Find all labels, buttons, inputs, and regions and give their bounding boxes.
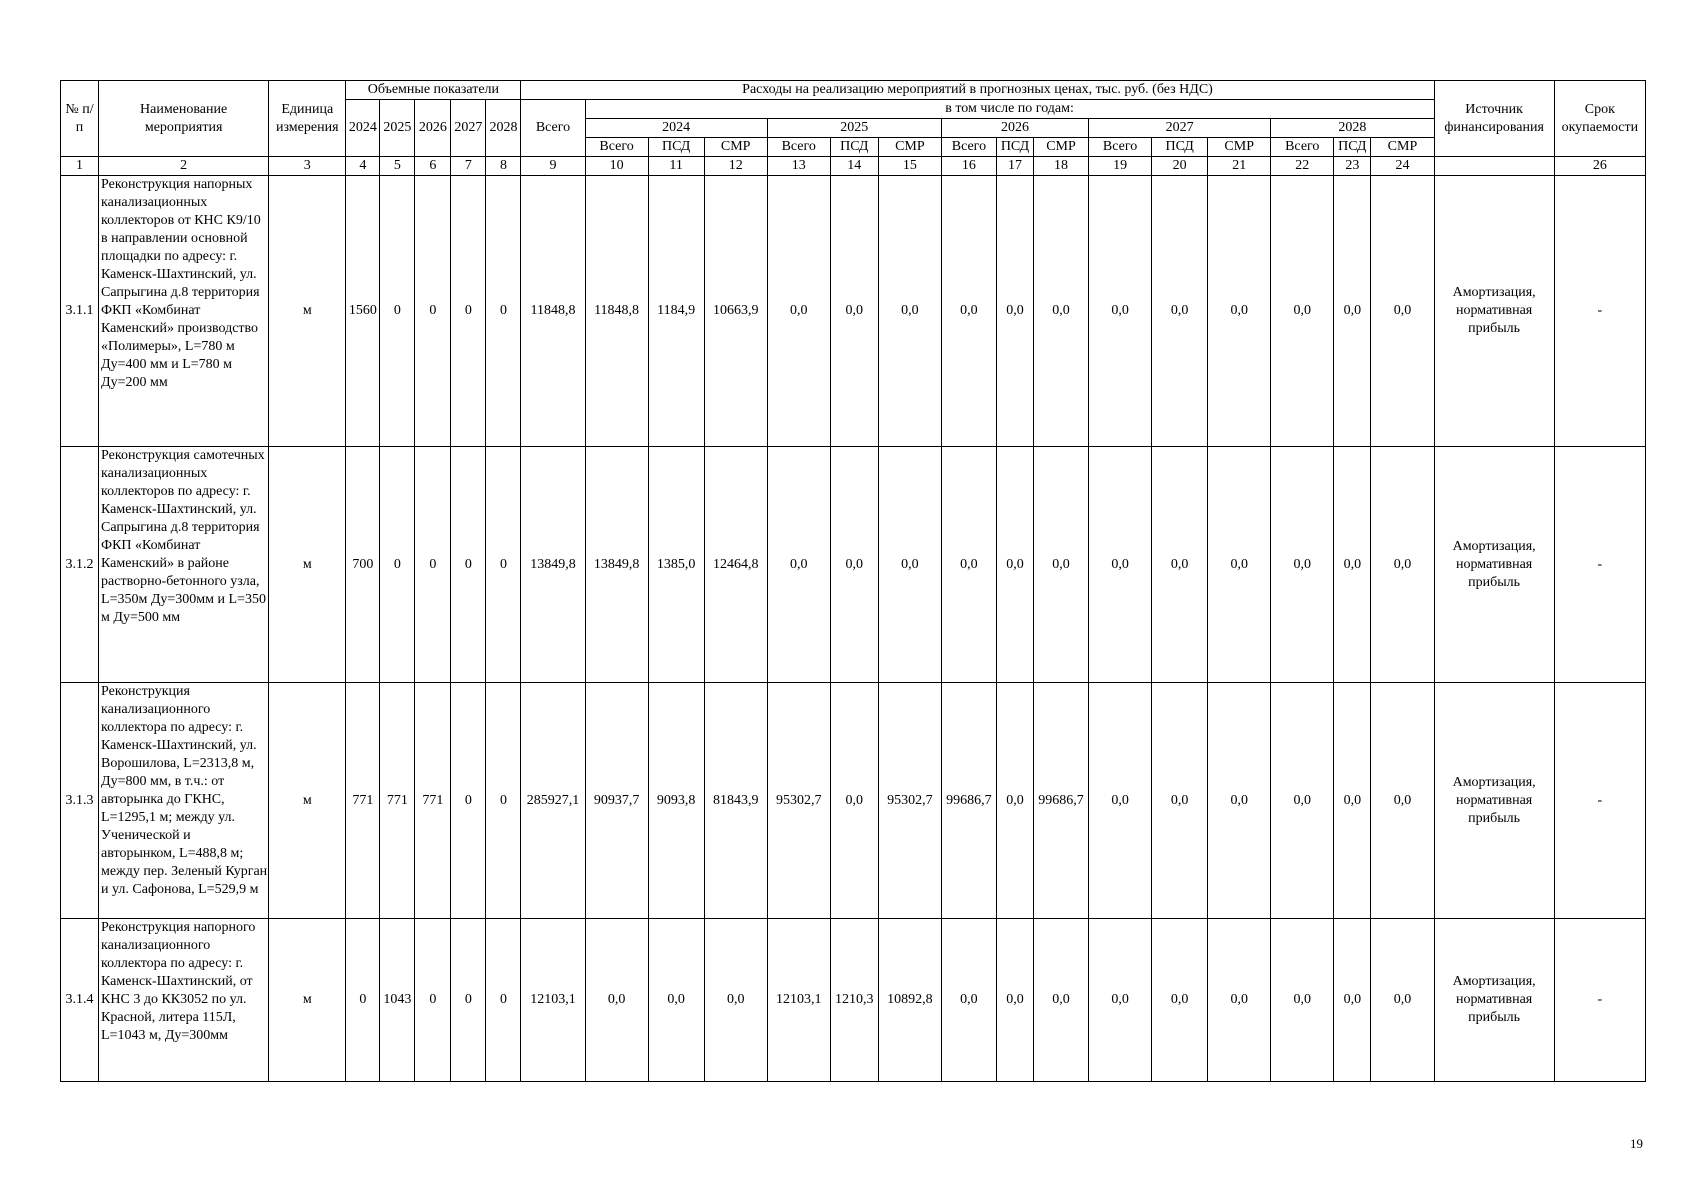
header-unit: Единица измерения <box>269 81 346 157</box>
row-cost: 12464,8 <box>704 447 767 683</box>
row-cost: 0,0 <box>941 176 996 447</box>
row-volume: 0 <box>451 176 486 447</box>
header-cost-year: 2027 <box>1089 119 1271 138</box>
header-sub-total: Всего <box>941 138 996 157</box>
row-cost: 0,0 <box>767 447 830 683</box>
col-number: 17 <box>996 157 1033 176</box>
header-volume-group: Объемные показатели <box>346 81 521 100</box>
row-cost: 99686,7 <box>941 683 996 919</box>
row-num: 3.1.4 <box>61 919 99 1082</box>
row-cost: 1184,9 <box>648 176 704 447</box>
col-number: 21 <box>1208 157 1271 176</box>
row-cost: 0,0 <box>1089 683 1152 919</box>
row-cost: 0,0 <box>1371 447 1434 683</box>
row-cost: 0,0 <box>1033 447 1088 683</box>
col-number: 7 <box>451 157 486 176</box>
investment-table <box>60 80 1646 1082</box>
row-cost: 0,0 <box>1208 447 1271 683</box>
row-cost: 13849,8 <box>585 447 648 683</box>
row-cost: 0,0 <box>1271 176 1334 447</box>
col-number: 4 <box>346 157 380 176</box>
table-row <box>61 919 1646 1082</box>
row-cost: 0,0 <box>1334 176 1371 447</box>
col-number: 12 <box>704 157 767 176</box>
row-cost: 0,0 <box>1371 919 1434 1082</box>
row-cost: 1210,3 <box>830 919 878 1082</box>
table-header <box>61 81 1646 176</box>
row-payback: - <box>1554 176 1645 447</box>
table-row <box>61 447 1646 683</box>
row-cost: 0,0 <box>1033 919 1088 1082</box>
row-cost: 0,0 <box>1334 919 1371 1082</box>
header-sub-psd: ПСД <box>830 138 878 157</box>
col-number: 10 <box>585 157 648 176</box>
row-volume: 0 <box>486 447 521 683</box>
row-unit: м <box>269 919 346 1082</box>
row-cost: 0,0 <box>941 447 996 683</box>
row-volume: 0 <box>380 176 415 447</box>
page-number: 19 <box>1630 1136 1643 1151</box>
col-number: 20 <box>1152 157 1208 176</box>
row-source: Амортизация, нормативная прибыль <box>1434 176 1554 447</box>
row-unit: м <box>269 683 346 919</box>
row-cost: 0,0 <box>1089 176 1152 447</box>
row-cost: 90937,7 <box>585 683 648 919</box>
row-cost: 0,0 <box>941 919 996 1082</box>
header-volume-year: 2025 <box>380 100 415 157</box>
row-num: 3.1.1 <box>61 176 99 447</box>
row-volume: 771 <box>380 683 415 919</box>
header-sub-smr: СМР <box>878 138 941 157</box>
col-number <box>1434 157 1554 176</box>
row-unit: м <box>269 447 346 683</box>
col-number: 11 <box>648 157 704 176</box>
col-number: 14 <box>830 157 878 176</box>
row-volume: 0 <box>380 447 415 683</box>
table-body <box>61 176 1646 1082</box>
col-number: 22 <box>1271 157 1334 176</box>
row-cost: 0,0 <box>1208 919 1271 1082</box>
row-cost: 0,0 <box>1152 176 1208 447</box>
table-row <box>61 683 1646 919</box>
header-sub-total: Всего <box>1089 138 1152 157</box>
row-source: Амортизация, нормативная прибыль <box>1434 683 1554 919</box>
col-number: 23 <box>1334 157 1371 176</box>
col-number: 13 <box>767 157 830 176</box>
row-total: 13849,8 <box>521 447 585 683</box>
col-number: 8 <box>486 157 521 176</box>
header-sub-smr: СМР <box>1208 138 1271 157</box>
header-cost-year: 2028 <box>1271 119 1434 138</box>
col-number: 1 <box>61 157 99 176</box>
header-sub-psd: ПСД <box>1152 138 1208 157</box>
col-number: 6 <box>415 157 451 176</box>
row-volume: 0 <box>486 919 521 1082</box>
row-volume: 700 <box>346 447 380 683</box>
row-cost: 0,0 <box>1208 683 1271 919</box>
row-volume: 0 <box>451 919 486 1082</box>
row-cost: 0,0 <box>996 683 1033 919</box>
row-name: Реконструкция канализационного коллектора по адресу: г. Каменск-Шахтинский, ул. Ворошилова, L=2313,8 м, Ду=800 мм, в т.ч.: от авторынка до ГКНС, L=1295,1 м; между ул. Ученической и авторынком, L=488,8 м; между пер. Зеленый Курган и ул. Сафонова, L=529,9 м <box>99 683 269 919</box>
row-name: Реконструкция напорного канализационного коллектора по адресу: г. Каменск-Шахтинский, от КНС 3 до КК3052 по ул. Красной, литера 115Л, L=1043 м, Ду=300мм <box>99 919 269 1082</box>
row-cost: 0,0 <box>1152 919 1208 1082</box>
row-cost: 0,0 <box>1033 176 1088 447</box>
header-volume-year: 2028 <box>486 100 521 157</box>
row-cost: 0,0 <box>1334 447 1371 683</box>
row-cost: 0,0 <box>830 447 878 683</box>
row-cost: 0,0 <box>1152 447 1208 683</box>
row-cost: 0,0 <box>830 683 878 919</box>
row-cost: 95302,7 <box>767 683 830 919</box>
row-cost: 11848,8 <box>585 176 648 447</box>
header-num: № п/п <box>61 81 99 157</box>
col-number: 26 <box>1554 157 1645 176</box>
row-cost: 0,0 <box>878 447 941 683</box>
row-cost: 0,0 <box>996 447 1033 683</box>
header-source: Источник финансирования <box>1434 81 1554 157</box>
row-cost: 1385,0 <box>648 447 704 683</box>
header-sub-smr: СМР <box>1033 138 1088 157</box>
row-cost: 0,0 <box>1152 683 1208 919</box>
row-cost: 99686,7 <box>1033 683 1088 919</box>
header-costs-group: Расходы на реализацию мероприятий в прогнозных ценах, тыс. руб. (без НДС) <box>521 81 1434 100</box>
header-cost-year: 2026 <box>941 119 1088 138</box>
row-cost: 0,0 <box>1271 683 1334 919</box>
row-num: 3.1.2 <box>61 447 99 683</box>
header-sub-total: Всего <box>585 138 648 157</box>
header-sub-total: Всего <box>1271 138 1334 157</box>
row-volume: 0 <box>415 447 451 683</box>
header-sub-smr: СМР <box>704 138 767 157</box>
header-name: Наименование мероприятия <box>99 81 269 157</box>
col-number: 15 <box>878 157 941 176</box>
header-cost-year: 2025 <box>767 119 941 138</box>
row-cost: 0,0 <box>996 176 1033 447</box>
row-volume: 771 <box>415 683 451 919</box>
row-payback: - <box>1554 919 1645 1082</box>
row-payback: - <box>1554 683 1645 919</box>
row-num: 3.1.3 <box>61 683 99 919</box>
row-name: Реконструкция напорных канализационных коллекторов от КНС К9/10 в направлении основной площадки по адресу: г. Каменск-Шахтинский, ул. Сапрыгина д.8 территория ФКП «Комбинат Каменский» производство «Полимеры», L=780 м Ду=400 мм и L=780 м Ду=200 мм <box>99 176 269 447</box>
row-cost: 0,0 <box>830 176 878 447</box>
row-volume: 1043 <box>380 919 415 1082</box>
row-volume: 0 <box>486 683 521 919</box>
row-volume: 0 <box>451 683 486 919</box>
row-volume: 0 <box>451 447 486 683</box>
col-number: 9 <box>521 157 585 176</box>
row-volume: 0 <box>346 919 380 1082</box>
header-sub-psd: ПСД <box>648 138 704 157</box>
row-payback: - <box>1554 447 1645 683</box>
row-cost: 10892,8 <box>878 919 941 1082</box>
row-total: 12103,1 <box>521 919 585 1082</box>
header-payback: Срок окупаемости <box>1554 81 1645 157</box>
row-cost: 10663,9 <box>704 176 767 447</box>
col-number: 5 <box>380 157 415 176</box>
row-cost: 0,0 <box>1089 447 1152 683</box>
header-cost-year: 2024 <box>585 119 767 138</box>
row-cost: 0,0 <box>1208 176 1271 447</box>
row-cost: 0,0 <box>1271 919 1334 1082</box>
row-unit: м <box>269 176 346 447</box>
row-cost: 0,0 <box>1334 683 1371 919</box>
header-sub-psd: ПСД <box>996 138 1033 157</box>
row-cost: 0,0 <box>1371 176 1434 447</box>
table-row <box>61 176 1646 447</box>
column-number-row <box>61 157 1646 176</box>
row-total: 11848,8 <box>521 176 585 447</box>
row-cost: 0,0 <box>1271 447 1334 683</box>
row-cost: 81843,9 <box>704 683 767 919</box>
row-cost: 0,0 <box>996 919 1033 1082</box>
row-source: Амортизация, нормативная прибыль <box>1434 447 1554 683</box>
row-volume: 0 <box>415 919 451 1082</box>
col-number: 18 <box>1033 157 1088 176</box>
row-cost: 0,0 <box>1089 919 1152 1082</box>
row-cost: 0,0 <box>878 176 941 447</box>
header-volume-year: 2026 <box>415 100 451 157</box>
col-number: 19 <box>1089 157 1152 176</box>
row-source: Амортизация, нормативная прибыль <box>1434 919 1554 1082</box>
row-cost: 9093,8 <box>648 683 704 919</box>
col-number: 2 <box>99 157 269 176</box>
header-by-years: в том числе по годам: <box>585 100 1434 119</box>
row-volume: 771 <box>346 683 380 919</box>
row-cost: 0,0 <box>704 919 767 1082</box>
row-volume: 0 <box>486 176 521 447</box>
header-sub-psd: ПСД <box>1334 138 1371 157</box>
header-volume-year: 2027 <box>451 100 486 157</box>
row-cost: 0,0 <box>648 919 704 1082</box>
col-number: 3 <box>269 157 346 176</box>
row-cost: 0,0 <box>585 919 648 1082</box>
header-sub-total: Всего <box>767 138 830 157</box>
row-cost: 12103,1 <box>767 919 830 1082</box>
row-cost: 0,0 <box>1371 683 1434 919</box>
row-volume: 1560 <box>346 176 380 447</box>
header-volume-year: 2024 <box>346 100 380 157</box>
row-total: 285927,1 <box>521 683 585 919</box>
col-number: 16 <box>941 157 996 176</box>
header-total: Всего <box>521 100 585 157</box>
header-sub-smr: СМР <box>1371 138 1434 157</box>
row-volume: 0 <box>415 176 451 447</box>
row-cost: 0,0 <box>767 176 830 447</box>
col-number: 24 <box>1371 157 1434 176</box>
row-name: Реконструкция самотечных канализационных коллекторов по адресу: г. Каменск-Шахтинский, ул. Сапрыгина д.8 территория ФКП «Комбинат Каменский» в районе растворно-бетонного узла, L=350м Ду=300мм и L=350 м Ду=500 мм <box>99 447 269 683</box>
row-cost: 95302,7 <box>878 683 941 919</box>
